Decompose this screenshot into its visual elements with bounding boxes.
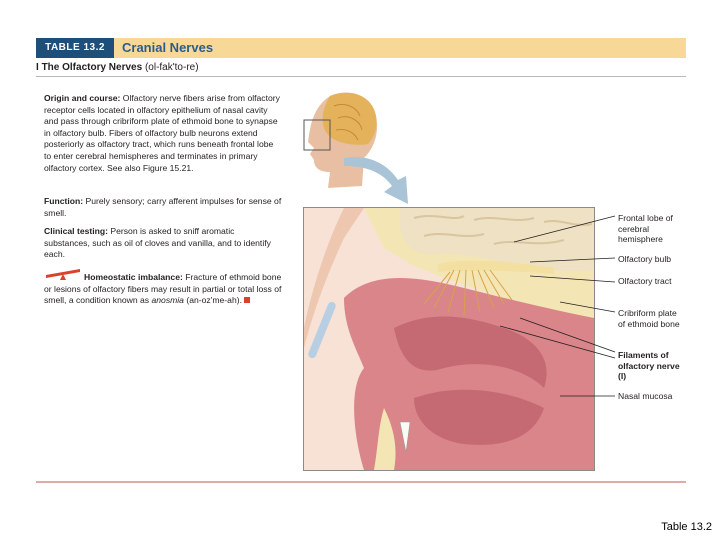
clinical-lead: Clinical testing:	[44, 226, 108, 236]
origin-lead: Origin and course:	[44, 93, 121, 103]
nerve-name: The Olfactory Nerves	[41, 62, 143, 73]
table-title: Cranial Nerves	[122, 40, 214, 55]
imbalance-body: Fracture of ethmoid bone or lesions of olfactory fibers may result in partial or total loss of smell, a condition known as	[44, 272, 282, 306]
zoom-arrow	[340, 150, 420, 212]
label-olfactory-bulb: Olfactory bulb	[618, 254, 672, 264]
bottom-divider	[36, 481, 686, 483]
homeostatic-imbalance-paragraph	[44, 272, 282, 307]
label-olfactory-tract: Olfactory tract	[618, 276, 672, 286]
table-subheader	[36, 62, 199, 73]
function-body: Purely sensory; carry afferent impulses for sense of smell.	[44, 196, 282, 218]
label-cribriform-plate: Cribriform plate of ethmoid bone	[618, 308, 680, 329]
anosmia-pronunciation: (an-oz'me-ah).	[186, 295, 242, 306]
end-of-section-marker	[244, 297, 250, 303]
imbalance-lead: Homeostatic imbalance:	[84, 272, 183, 282]
label-nasal-mucosa: Nasal mucosa	[618, 391, 673, 401]
origin-body: Olfactory nerve fibers arise from olfactory receptor cells located in olfactory epithelium of nasal cavity and pass through cribriform plate of ethmoid bone to synapse in olfactory bulb. Fibers of olfactory bulb neurons extend posteriorly as olfactory tract, which runs beneath frontal lobe to enter cerebral hemispheres and terminates in primary olfactory cortex. See also Figure 15.21.	[44, 93, 280, 173]
origin-and-course-paragraph	[44, 93, 282, 174]
function-lead: Function:	[44, 196, 84, 206]
olfactory-anatomy-figure	[303, 207, 595, 471]
label-olfactory-filaments: Filaments of olfactory nerve (I)	[618, 350, 680, 381]
nasal-cavity-illustration	[304, 208, 594, 470]
nerve-numeral: I	[36, 62, 39, 73]
clinical-testing-paragraph	[44, 226, 282, 261]
anosmia-term: anosmia	[151, 295, 184, 306]
label-frontal-lobe: Frontal lobe of cerebral hemisphere	[618, 213, 673, 244]
clinical-body: Person is asked to sniff aromatic substances, such as oil of cloves and vanilla, and to identify each.	[44, 226, 271, 260]
nerve-pronunciation: (ol-fak'to-re)	[144, 62, 199, 73]
header-divider	[36, 76, 686, 77]
slide-caption: Table 13.2	[661, 521, 712, 533]
function-paragraph	[44, 196, 282, 219]
table-number-label: TABLE 13.2	[36, 38, 114, 58]
